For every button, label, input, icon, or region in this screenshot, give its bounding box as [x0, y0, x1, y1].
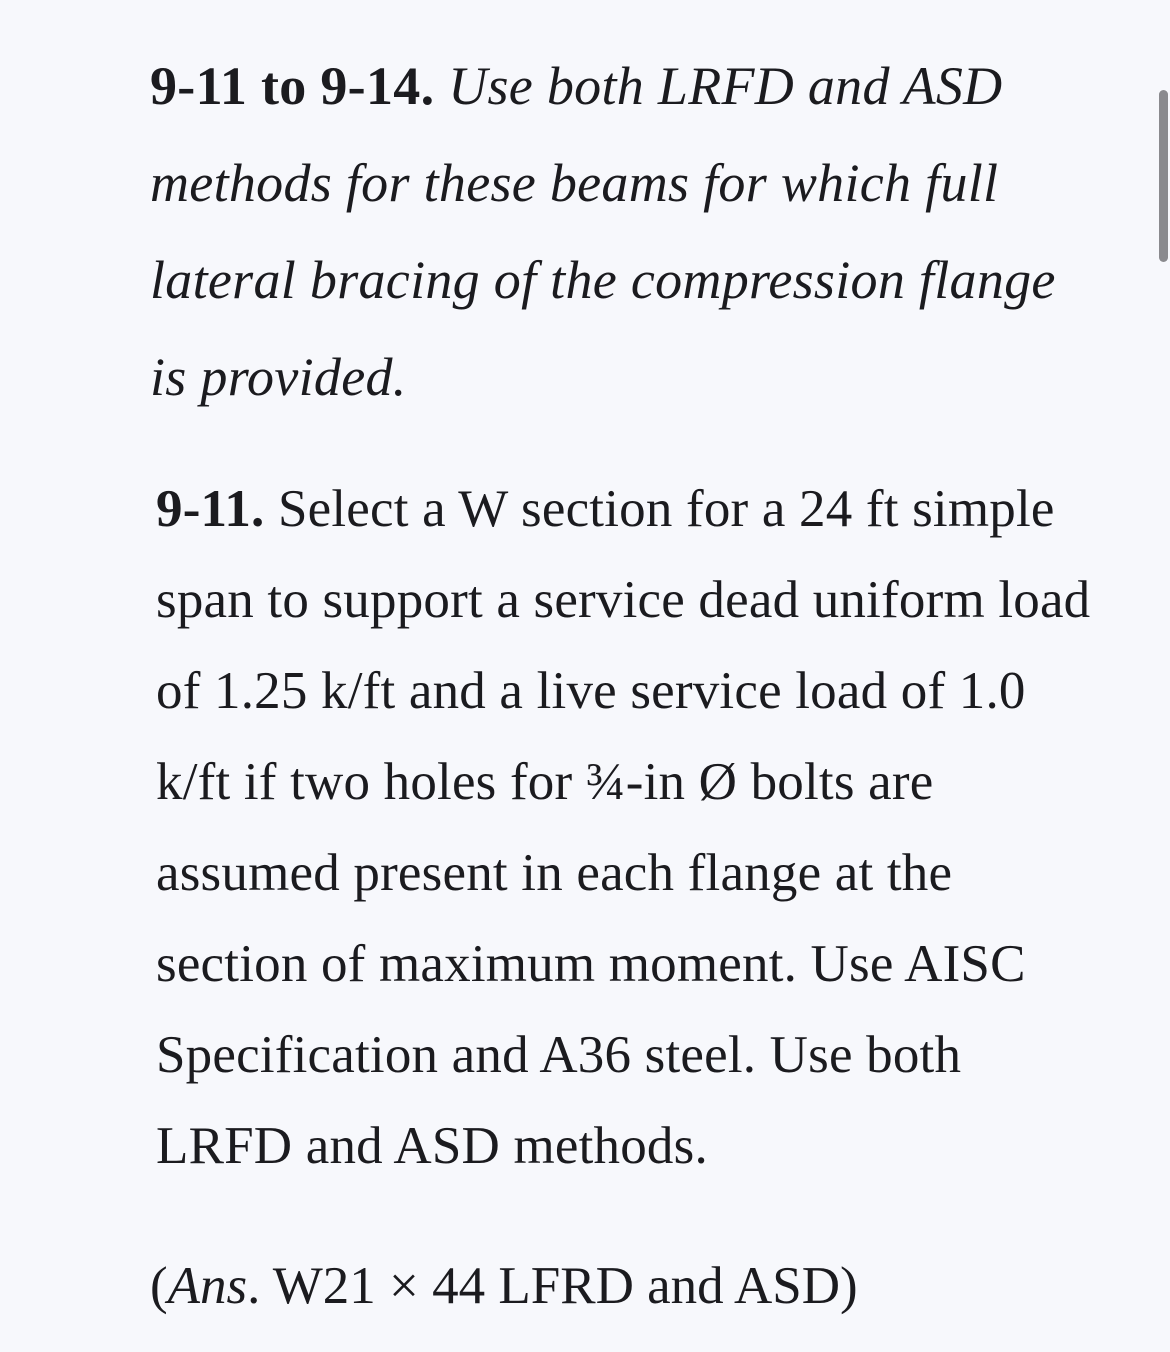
problem-paragraph [156, 464, 1106, 1192]
answer-open-paren: ( [150, 1257, 168, 1315]
answer-text: . W21 × 44 LFRD and ASD) [247, 1257, 858, 1315]
problem-label: 9-11. [156, 480, 265, 538]
intro-text: Use both LRFD and ASD methods for these beams for which full lateral bracing of the compression flange is provided. [150, 56, 1056, 407]
intro-label: 9-11 to 9-14. [150, 56, 435, 116]
intro-paragraph [150, 38, 1090, 426]
answer-line [150, 1246, 1100, 1326]
scrollbar-thumb[interactable] [1159, 90, 1168, 262]
problem-text: Select a W section for a 24 ft simple span to support a service dead uniform load of 1.25 k/ft and a live service load of 1.0 k/ft if two holes for ¾-in Ø bolts are assumed present in each flange at the section of maximum moment. Use AISC Specification and A36 steel. Use both LRFD and ASD methods. [156, 480, 1091, 1175]
answer-ans-word: Ans [167, 1257, 248, 1315]
